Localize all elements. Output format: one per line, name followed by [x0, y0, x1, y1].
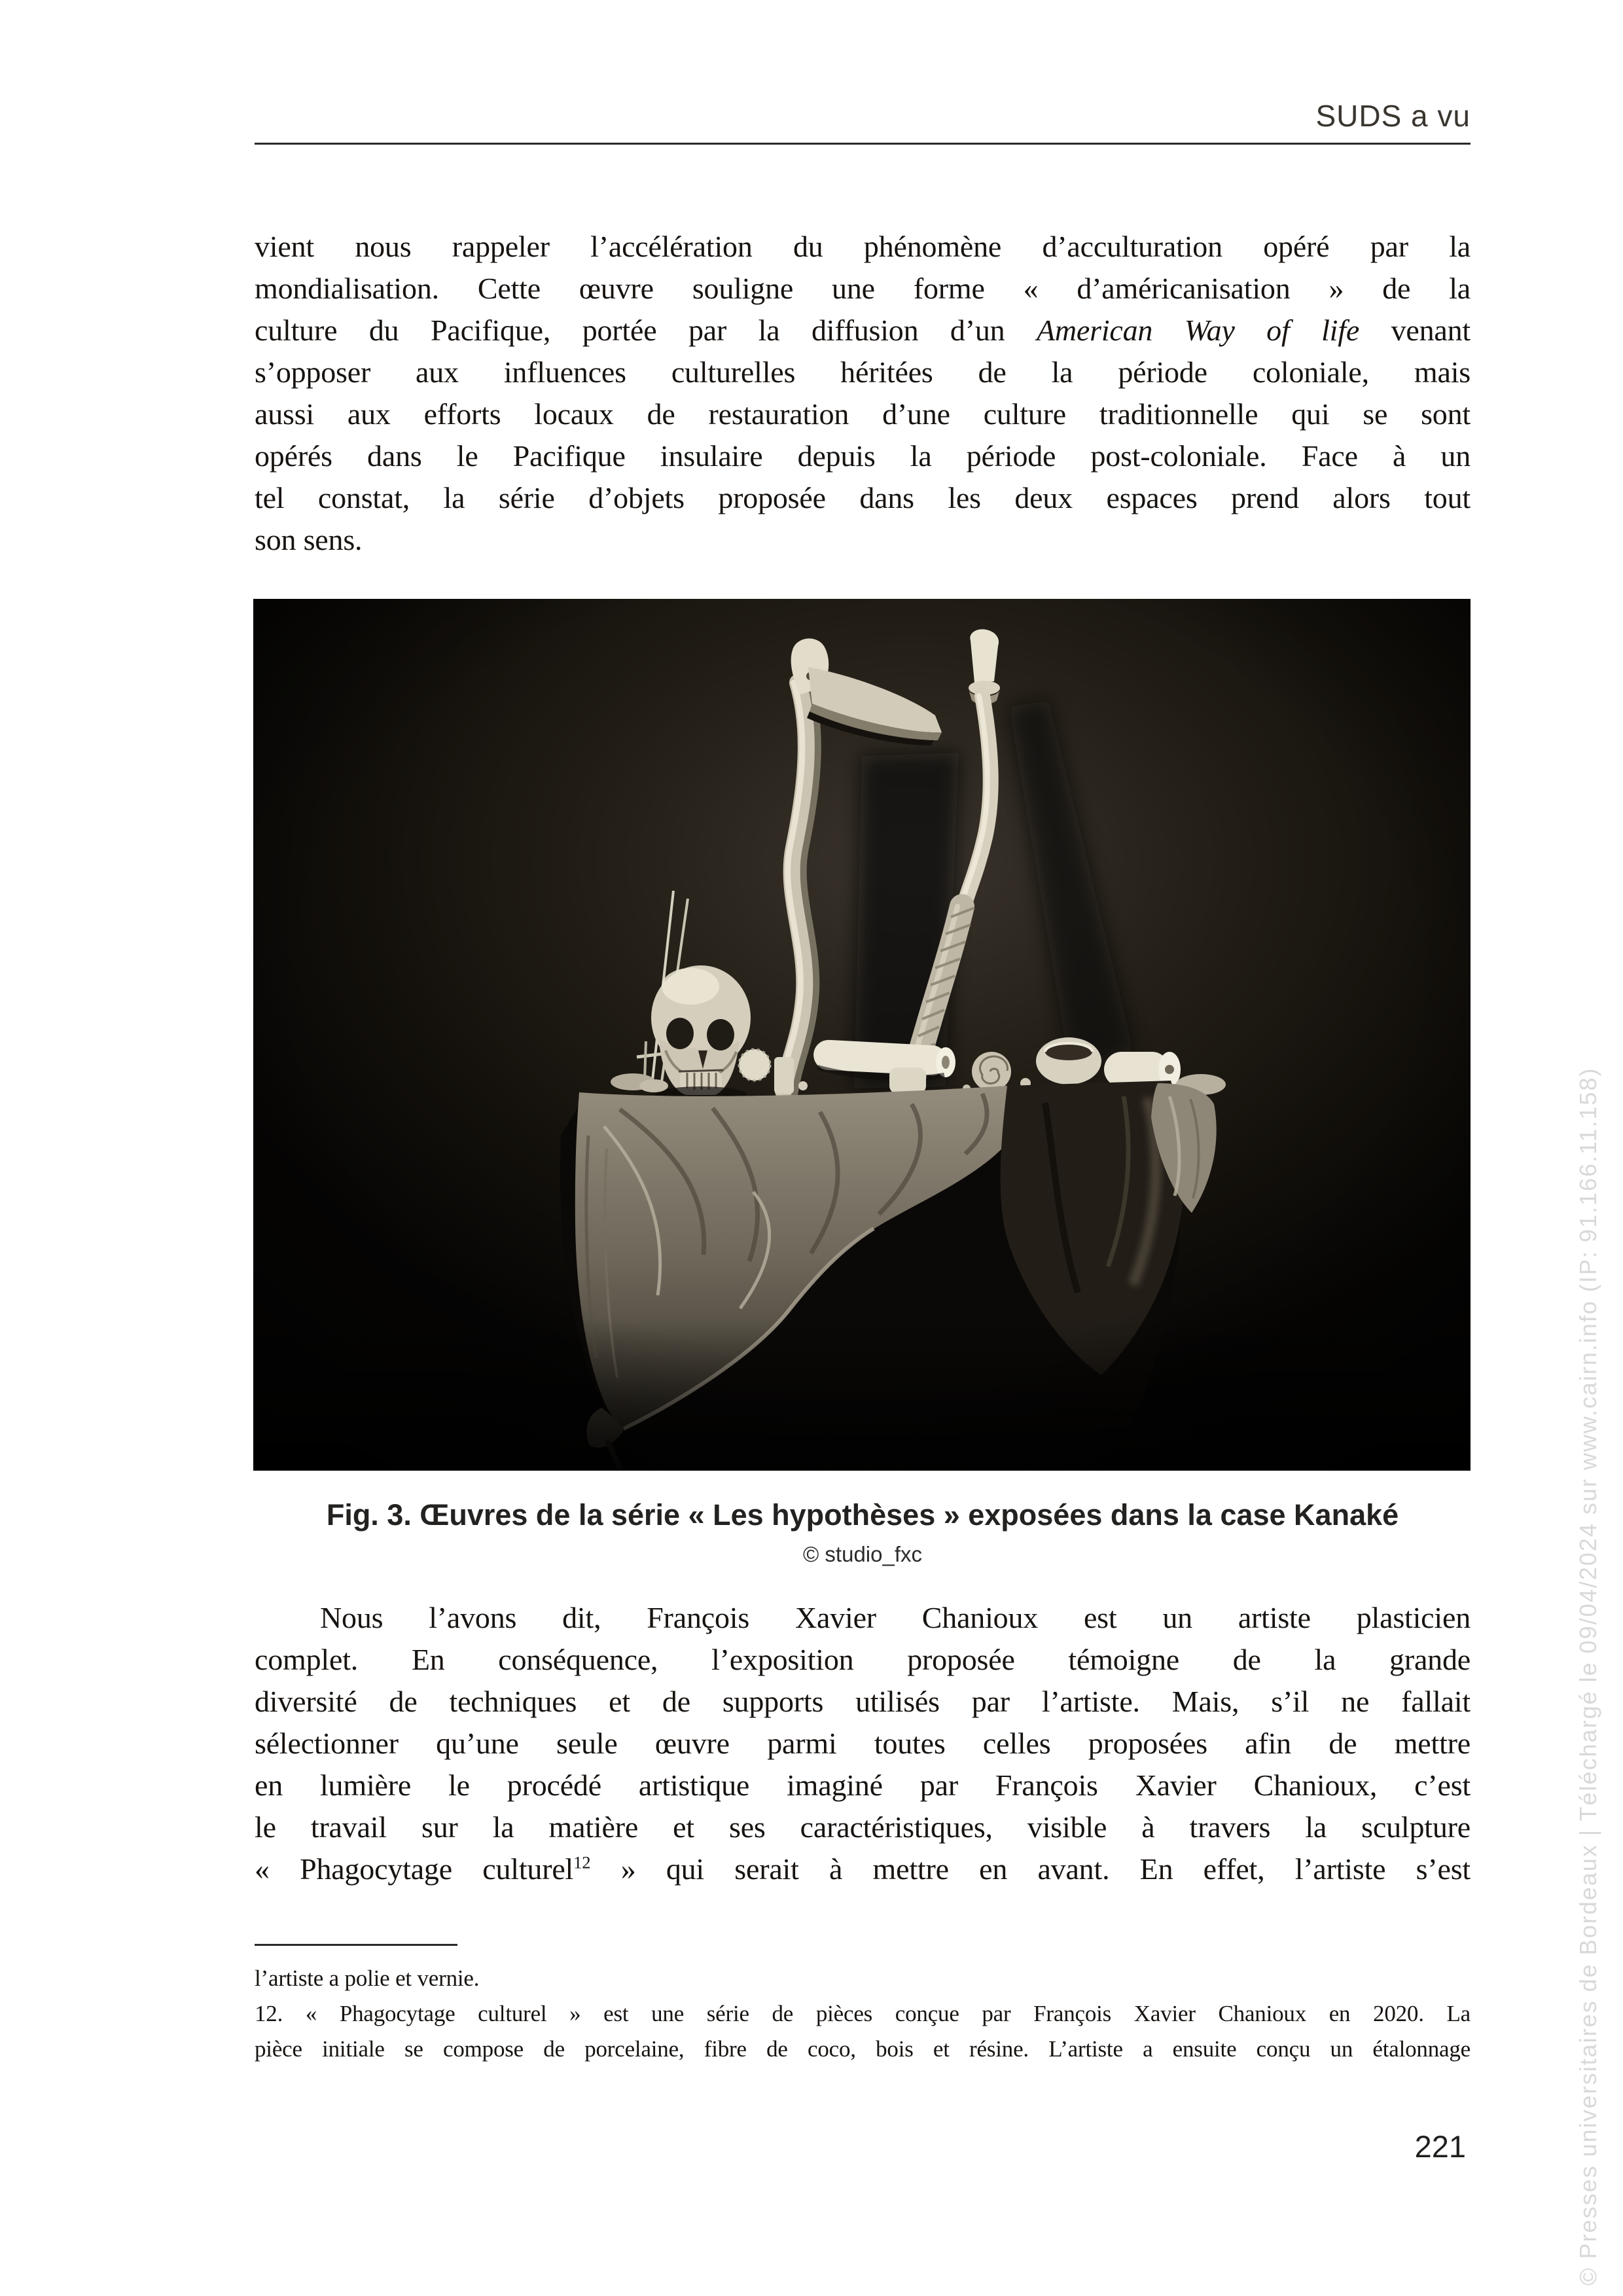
- page-number: 221: [1414, 2129, 1466, 2164]
- text-line: vient nous rappeler l’accélération du phénomène d’acculturation opéré par la: [255, 230, 1471, 263]
- text-line: opérés dans le Pacifique insulaire depuis la période post-coloniale. Face à un: [255, 439, 1471, 473]
- text-line: complet. En conséquence, l’exposition proposée témoigne de la grande: [255, 1643, 1471, 1676]
- text-line: mondialisation. Cette œuvre souligne une forme « d’américanisation » de la: [255, 272, 1471, 305]
- paragraph-1: [255, 226, 1471, 561]
- artwork-photo-svg: [253, 599, 1471, 1471]
- text-line: son sens.: [255, 523, 363, 556]
- paragraph-2: [255, 1597, 1471, 1890]
- text-line: aussi aux efforts locaux de restauration d’une culture traditionnelle qui se sont: [255, 397, 1471, 431]
- running-header: SUDS a vu: [1315, 99, 1471, 133]
- text-line: s’opposer aux influences culturelles héritées de la période coloniale, mais: [255, 355, 1471, 389]
- figure-caption: Fig. 3. Œuvres de la série « Les hypothèses » exposées dans la case Kanaké: [326, 1498, 1399, 1532]
- footnote-12: [255, 1996, 1471, 2067]
- watermark: © Presses universitaires de Bordeaux | Téléchargé le 09/04/2024 sur www.cairn.info (IP: 91.166.11.158): [1575, 1067, 1601, 2286]
- artwork-photo: [253, 599, 1471, 1471]
- text-line: « Phagocytage culturel$^{12}$ » qui serait à mettre en avant. En effet, l’artiste s’est: [255, 1852, 1471, 1886]
- figure-caption-block: [255, 1498, 1471, 1567]
- text-line: culture du Pacifique, portée par la diffusion d’un American Way of life venant: [255, 314, 1471, 347]
- text-line: diversité de techniques et de supports utilisés par l’artiste. Mais, s’il ne fallait: [255, 1685, 1471, 1718]
- text-line: tel constat, la série d’objets proposée dans les deux espaces prend alors tout: [255, 481, 1471, 514]
- text-line: sélectionner qu’une seule œuvre parmi toutes celles proposées afin de mettre: [255, 1727, 1471, 1760]
- footnote-continuation: l’artiste a polie et vernie.: [255, 1965, 480, 1991]
- figure-credit: © studio_fxc: [802, 1542, 923, 1566]
- text-line: pièce initiale se compose de porcelaine, fibre de coco, bois et résine. L’artiste a ensuite conçu un étalonnage: [255, 2036, 1471, 2062]
- text-line: en lumière le procédé artistique imaginé par François Xavier Chanioux, c’est: [255, 1768, 1471, 1802]
- footnotes: [255, 1961, 1471, 2067]
- footnote-separator: [255, 1944, 457, 1946]
- header-rule: [255, 143, 1471, 145]
- text-line: 12. « Phagocytage culturel » est une série de pièces conçue par François Xavier Chanioux en 2020. La: [255, 2001, 1471, 2026]
- text-line: le travail sur la matière et ses caractéristiques, visible à travers la sculpture: [255, 1810, 1471, 1844]
- text-line: Nous l’avons dit, François Xavier Chanioux est un artiste plasticien: [320, 1601, 1471, 1634]
